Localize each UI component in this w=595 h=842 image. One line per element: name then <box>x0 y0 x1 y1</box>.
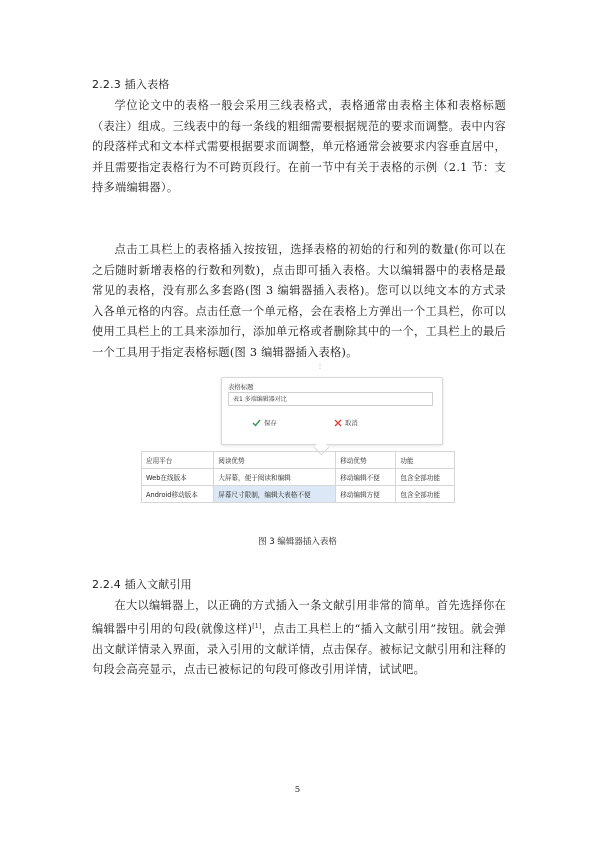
table-cell[interactable]: Web在线版本 <box>142 469 214 486</box>
table-cell[interactable]: 移动编辑方便 <box>336 486 396 503</box>
citation-text-before: 在大以编辑器上，以正确的方式插入一条文献引用非常的简单。首先选择你在编辑器中引用的句段(就像这样) <box>92 599 506 636</box>
drag-handle-icon[interactable]: ⋮ <box>317 363 323 370</box>
close-icon <box>334 419 342 427</box>
figure-editor-insert-table <box>141 363 455 511</box>
page-number: 5 <box>294 785 301 795</box>
section-heading-insert-citation: 2.2.4 插入文献引用 <box>92 578 192 591</box>
figure-caption: 图 3 编辑器插入表格 <box>258 537 337 547</box>
comparison-table <box>141 451 455 503</box>
table-cell-selected[interactable]: 屏幕尺寸限制，编辑大表格不便 <box>214 486 336 503</box>
citation-marker[interactable]: [1] <box>252 622 262 630</box>
table-row <box>142 469 455 486</box>
paragraph-insert-table-howto: 点击工具栏上的表格插入按按钮，选择表格的初始的行和列的数量(你可以在之后随时新增表格的行数和列数)，点击即可插入表格。大以编辑器中的表格是最常见的表格，没有那么多套路(图 3 编辑器插入表格)。您可以以纯文本的方式录入各单元格的内容。点击任意一个单元格，会在表格上方弹出一个工具栏，你可以使用工具栏上的工具来添加行，添加单元格或者删除其中的一个，工具栏上的最后一个工具用于指定表格标题(图 3 编辑器插入表格)。 <box>92 243 506 359</box>
table-row <box>142 452 455 469</box>
save-label: 保存 <box>264 419 277 427</box>
table-cell[interactable]: 阅读优势 <box>214 452 336 469</box>
section-heading-insert-table: 2.2.3 插入表格 <box>92 78 170 91</box>
paragraph-three-line-table: 学位论文中的表格一般会采用三线表格式，表格通常由表格主体和表格标题（表注）组成。三线表中的每一条线的粗细需要根据规范的要求而调整。表中内容的段落样式和文本样式需要根据要求而调整，单元格通常会被要求内容垂直居中，并且需要指定表格行为不可跨页段行。在前一节中有关于表格的示例（2.1 节：支持多端编辑器）。 <box>92 99 506 194</box>
table-cell[interactable]: 大屏幕，便于阅读和编辑 <box>214 469 336 486</box>
cancel-button[interactable] <box>334 418 358 427</box>
save-button[interactable] <box>252 418 277 427</box>
table-cell[interactable]: 移动优势 <box>336 452 396 469</box>
check-icon <box>252 419 261 427</box>
paragraph-insert-citation <box>92 596 506 681</box>
table-cell[interactable]: 移动编辑不便 <box>336 469 396 486</box>
popup-title: 表格标题 <box>228 383 254 391</box>
table-title-popup <box>221 377 443 445</box>
table-cell[interactable]: Android移动版本 <box>142 486 214 503</box>
table-cell[interactable]: 功能 <box>396 452 455 469</box>
table-row <box>142 486 455 503</box>
table-title-input[interactable]: 表1 多端编辑器对比 <box>228 392 433 406</box>
citation-text-after: ，点击工具栏上的“插入文献引用”按钮。就会弹出文献详情录入界面，录入引用的文献详情，点击保存。被标记文献引用和注释的句段会高亮显示，点击已被标记的句段可修改引用详情，试试吧。 <box>92 622 506 677</box>
table-cell[interactable]: 包含全部功能 <box>396 469 455 486</box>
table-cell[interactable]: 包含全部功能 <box>396 486 455 503</box>
table-cell[interactable]: 应用平台 <box>142 452 214 469</box>
cancel-label: 取消 <box>345 419 358 427</box>
